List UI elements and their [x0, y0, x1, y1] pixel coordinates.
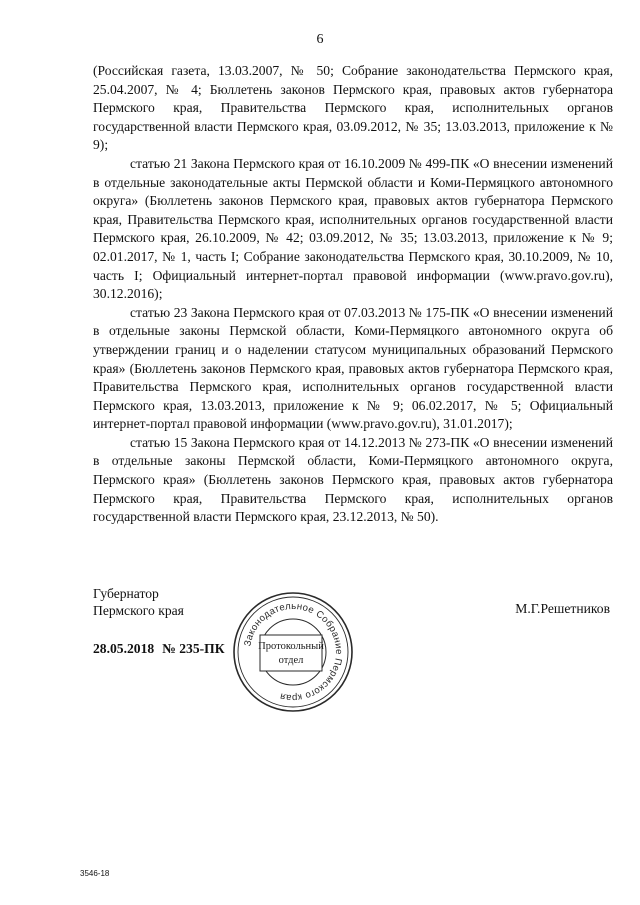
document-date: 28.05.2018 [93, 641, 155, 656]
signer-title-line1: Губернатор [93, 586, 159, 601]
footer-registration-code: 3546-18 [80, 869, 110, 878]
document-number: № 235-ПК [162, 641, 225, 656]
stamp-center-line2: отдел [278, 655, 304, 666]
official-stamp [231, 590, 355, 714]
page-number: 6 [316, 32, 324, 47]
paragraph-article-21: статью 21 Закона Пермского края от 16.10.2009 № 499-ПК «О внесении изменений в отдельные законодательные акты Пермской области и Коми-Пермяцкого автономного округа» (Бюллетень законов Пермского края, правовых актов губернатора Пермского края, Правительства Пермского края, исполнительных органов государственной власти Пермского края, 26.10.2009, № 42; 03.09.2012, № 35; 13.03.2013, приложение к № 9; 02.01.2017, № 1, часть I; Собрание законодательства Пермского края, 30.10.2009, № 10, часть I; Официальный интернет-портал правовой информации (www.pravo.gov.ru), 30.12.2016); [93, 155, 613, 302]
paragraph-article-15: статью 15 Закона Пермского края от 14.12.2013 № 273-ПК «О внесении изменений в отдельные законы Пермской области, Коми-Пермяцкого автономного округа, Пермского края» (Бюллетень законов Пермского края, правовых актов губернатора Пермского края, Правительства Пермского края, исполнительных органов государственной власти Пермского края, 23.12.2013, № 50). [93, 434, 613, 525]
stamp-seal-icon [231, 590, 355, 714]
paragraph-article-23: статью 23 Закона Пермского края от 07.03.2013 № 175-ПК «О внесении изменений в отдельные законы Пермской области, Коми-Пермяцкого автономного округа об утверждении границ и о наделении статусом муниципальных образований Пермского края» (Бюллетень законов Пермского края, правовых актов губернатора Пермского края, Правительства Пермского края, исполнительных органов государственной власти Пермского края, 13.03.2013, приложение к № 9; 06.02.2017, № 5; Официальный интернет-портал правовой информации (www.pravo.gov.ru), 31.01.2017); [93, 304, 613, 432]
stamp-ring-text: Законодательное Собрание Пермского края [242, 600, 345, 704]
signer-title [93, 585, 184, 619]
stamp-center-line1: Протокольный [258, 641, 324, 652]
paragraph-continuation: (Российская газета, 13.03.2007, № 50; Собрание законодательства Пермского края, 25.04.2007, № 4; Бюллетень законов Пермского края, правовых актов губернатора Пермского края, Правительства Пермского края, исполнительных органов государственной власти Пермского края, 03.09.2012, № 35; 13.03.2013, приложение к № 9); [93, 63, 613, 153]
signer-title-line2: Пермского края [93, 603, 184, 618]
signer-name: М.Г.Решетников [515, 601, 610, 616]
document-reference [93, 641, 225, 657]
document-body [93, 62, 613, 527]
